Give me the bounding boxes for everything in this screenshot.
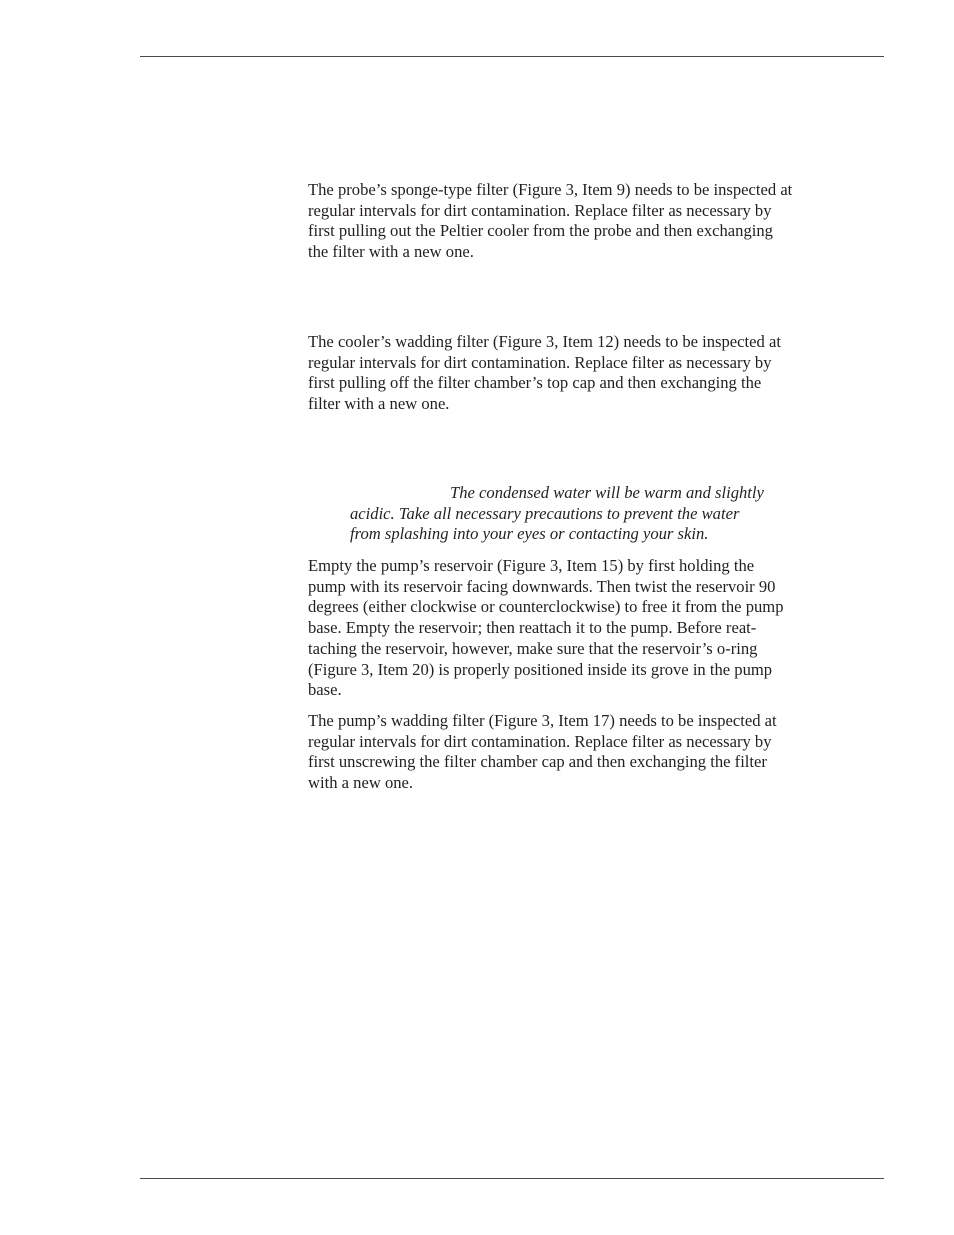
text-line: from splashing into your eyes or contacting your skin. [350,524,709,544]
text-line: first unscrewing the filter chamber cap and then exchanging the filter [308,752,767,772]
text-line: Empty the pump’s reservoir (Figure 3, Item 15) by first holding the [308,556,755,575]
probe-filter-paragraph [308,180,888,263]
text-line: regular intervals for dirt contamination. Replace filter as necessary by [308,731,772,751]
text-line: The pump’s wadding filter (Figure 3, Item 17) needs to be inspected at [308,711,777,730]
text-line: taching the reservoir, however, make sure that the reservoir’s o-ring [308,638,758,658]
text-line: filter with a new one. [308,394,450,414]
footer-rule [140,1178,884,1179]
text-line: base. Empty the reservoir; then reattach it to the pump. Before reat- [308,618,757,638]
text-line: pump with its reservoir facing downwards. Then twist the reservoir 90 [308,576,776,596]
text-line: The probe’s sponge-type filter (Figure 3, Item 9) needs to be inspected at [308,180,793,199]
text-line: (Figure 3, Item 20) is properly positioned inside its grove in the pump [308,659,773,679]
text-line: The cooler’s wadding filter (Figure 3, Item 12) needs to be inspected at [308,332,781,351]
text-line: first pulling off the filter chamber’s top cap and then exchanging the [308,373,762,393]
pump-filter-paragraph [308,711,888,794]
text-line: with a new one. [308,773,414,793]
text-line: first pulling out the Peltier cooler from the probe and then exchanging [308,221,773,241]
pump-reservoir-paragraph [308,556,888,701]
text-line: The condensed water will be warm and slightly [450,483,764,502]
header-rule [140,56,884,57]
text-line: regular intervals for dirt contamination. Replace filter as necessary by [308,352,772,372]
text-line: regular intervals for dirt contamination. Replace filter as necessary by [308,200,772,220]
text-line: the filter with a new one. [308,242,474,262]
text-line: degrees (either clockwise or counterclockwise) to free it from the pump [308,597,784,617]
text-line: acidic. Take all necessary precautions to prevent the water [350,503,740,523]
cooler-filter-paragraph [308,332,888,415]
text-line: base. [308,680,342,700]
caution-note [350,483,850,545]
